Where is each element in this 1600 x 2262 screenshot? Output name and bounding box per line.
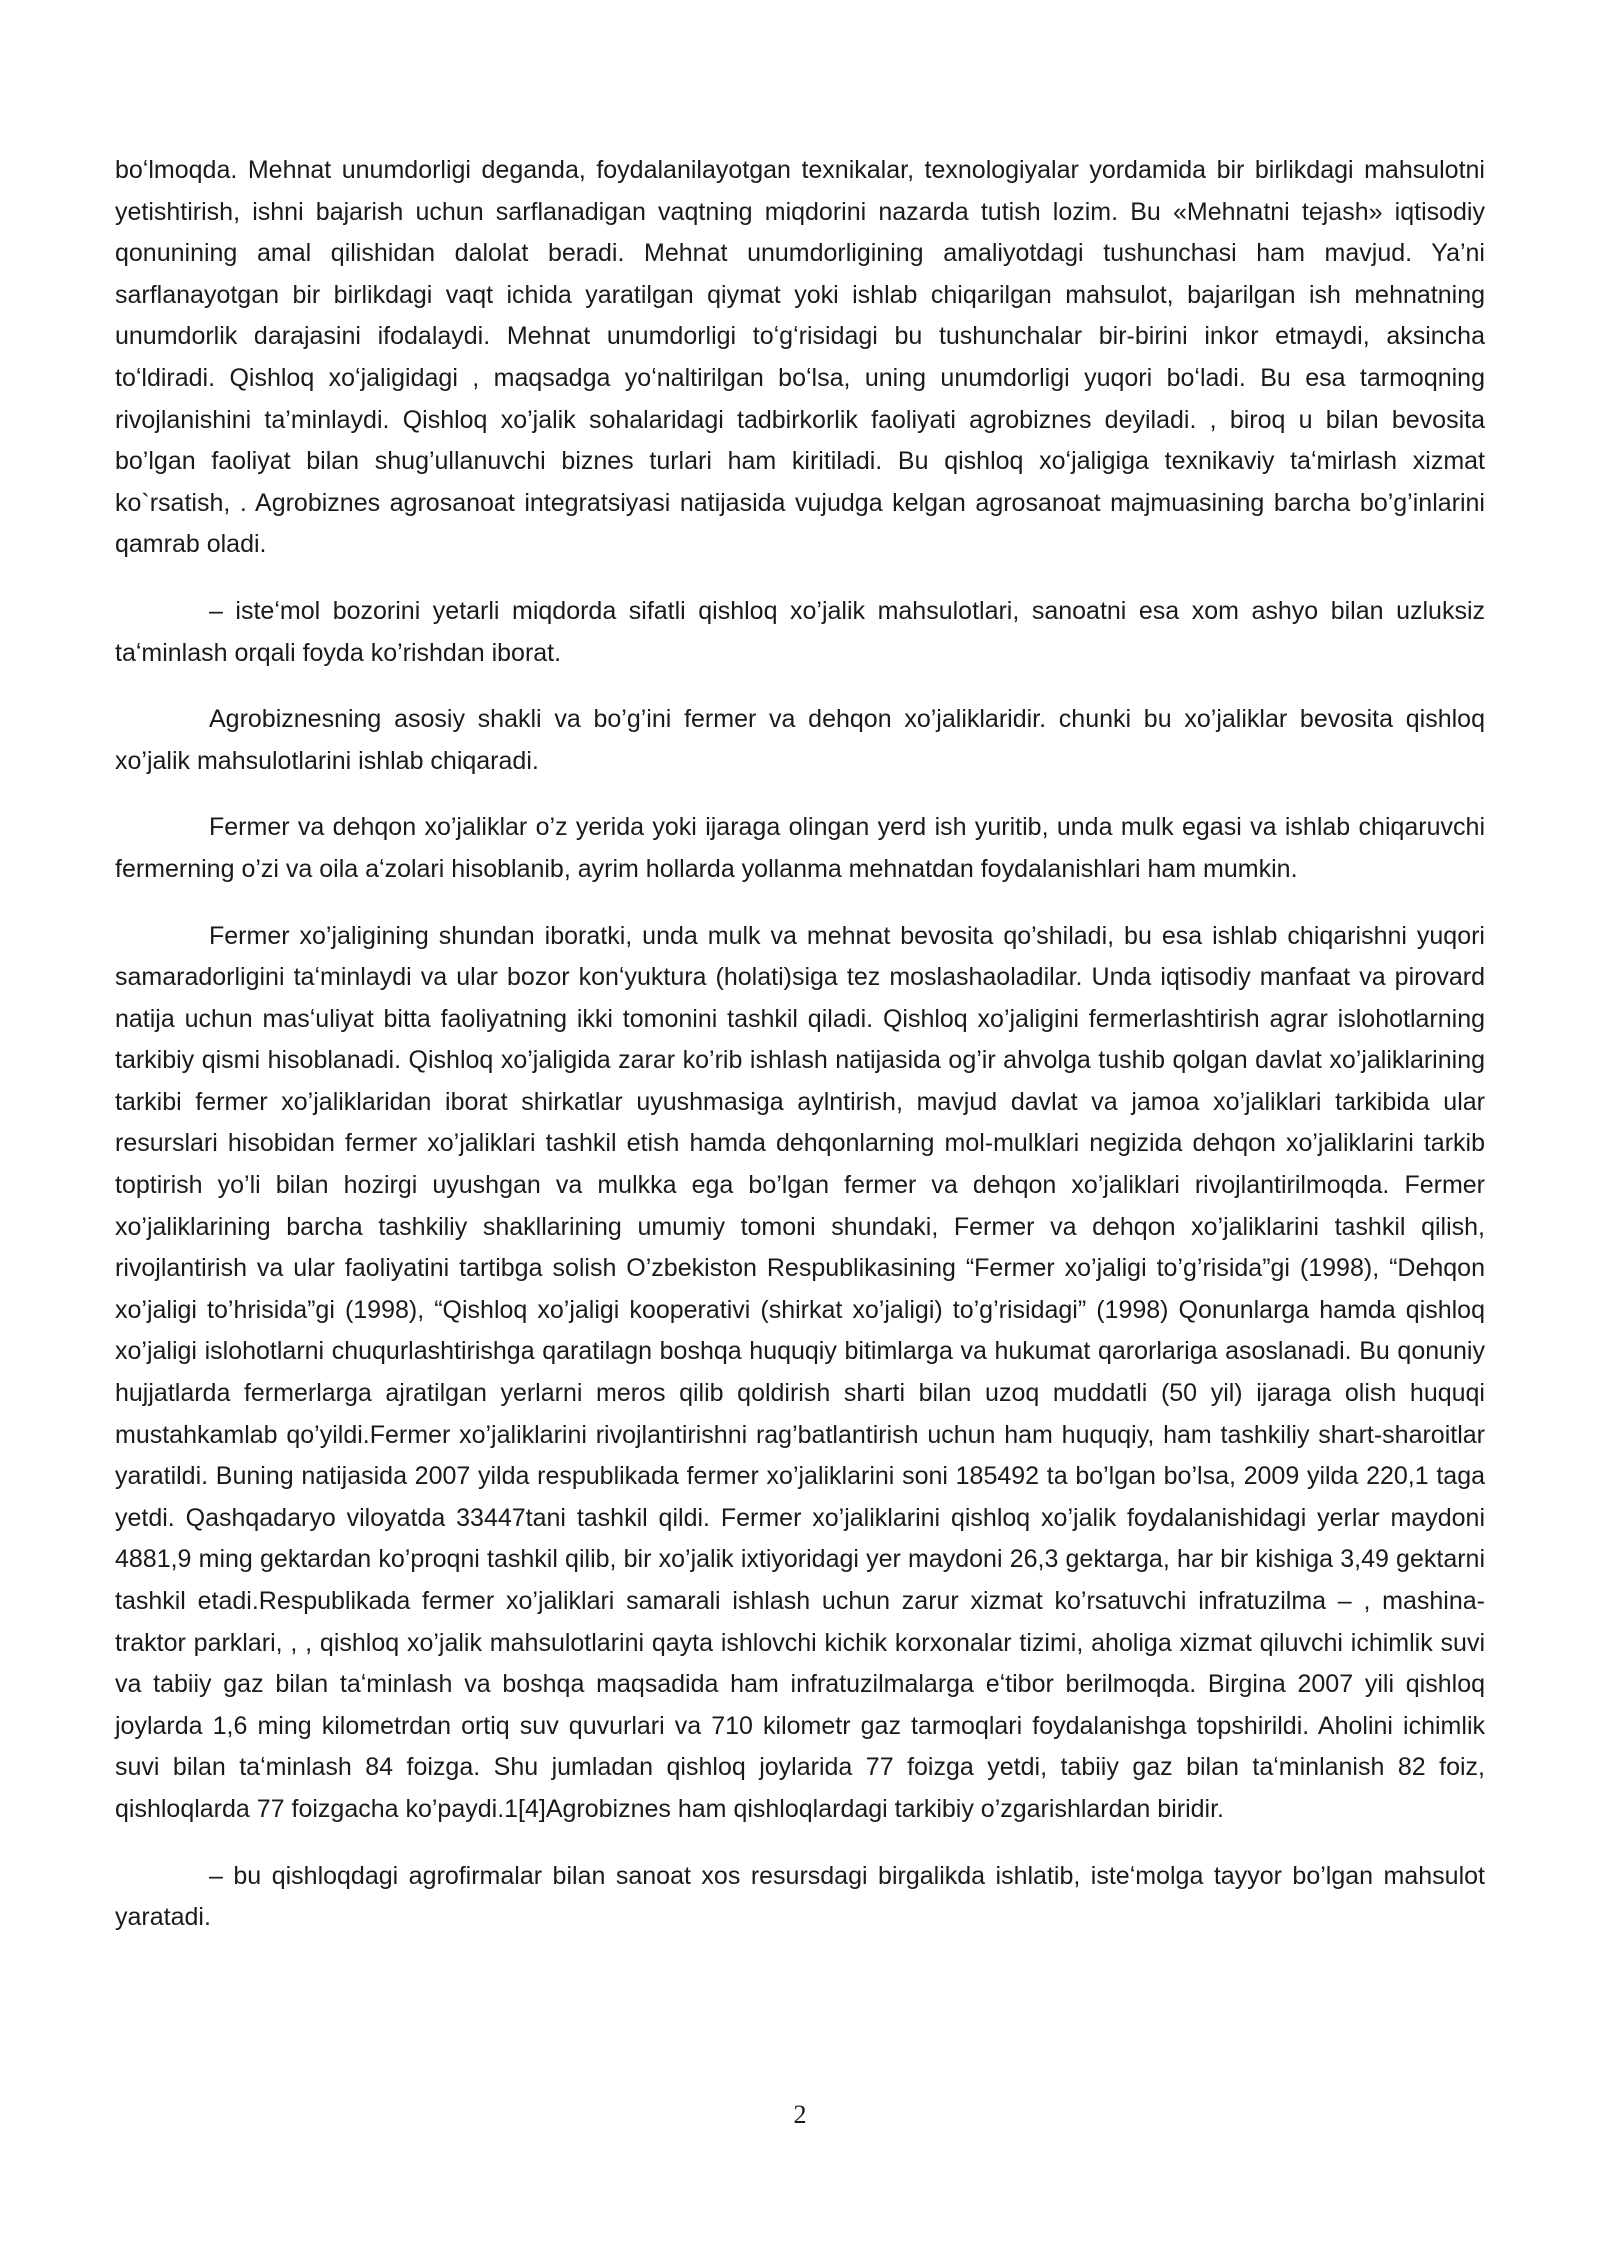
paragraph: Fermer va dehqon xo’jaliklar o’z yerida yoki ijaraga olingan yerd ish yuritib, unda mulk egasi va ishlab chiqaruvchi fermerning o’zi va oila aʻzolari hisoblanib, ayrim hollarda yollanma mehnatdan foydalanishlari ham mumkin. xyxy=(115,813,1485,883)
paragraph: – bu qishloqdagi agrofirmalar bilan sanoat xos resursdagi birgalikda ishlatib, isteʻmolga tayyor bo’lgan mahsulot yaratadi. xyxy=(115,1861,1485,1932)
paragraph: boʻlmoqda. Mehnat unumdorligi deganda, foydalanilayotgan texnikalar, texnologiyalar yordamida bir birlikdagi mahsulotni yetishtirish, ishni bajarish uchun sarflanadigan vaqtning miqdorini nazarda tutish lozim. Bu «Mehnatni tejash» iqtisodiy qonunining amal qilishidan dalolat beradi. Mehnat unumdorligining amaliyotdagi tushunchasi ham mavjud. Ya’ni sarflanayotgan bir birlikdagi vaqt ichida yaratilgan qiymat yoki ishlab chiqarilgan mahsulot, bajarilgan ish mehnatning unumdorlik darajasini ifodalaydi. Mehnat unumdorligi toʻgʻrisidagi bu tushunchalar bir-birini inkor etmaydi, aksincha toʻldiradi. Qishloq xoʻjaligidagi , maqsadga yoʻnaltirilgan boʻlsa, uning unumdorligi yuqori boʻladi. Bu esa tarmoqning rivojlanishini ta’minlaydi. Qishloq xo’jalik sohalaridagi tadbirkorlik faoliyati agrobiznes deyiladi. , biroq u bilan bevosita bo’lgan faoliyat bilan shug’ullanuvchi biznes turlari ham kiritiladi. Bu qishloq xoʻjaligiga texnikaviy taʻmirlash xizmat ko`rsatish, . Agrobiznes agrosanoat integratsiyasi natijasida vujudga kelgan agrosanoat majmuasining barcha bo’g’inlarini qamrab oladi. xyxy=(115,156,1485,559)
document-body xyxy=(115,150,1485,1964)
page-number: 2 xyxy=(793,2100,807,2129)
paragraph: Fermer xo’jaligining shundan iboratki, unda mulk va mehnat bevosita qo’shiladi, bu esa ishlab chiqarishni yuqori samaradorligini taʻminlaydi va ular bozor konʻyuktura (holati)siga tez moslashaoladilar. Unda iqtisodiy manfaat va pirovard natija uchun masʻuliyat bitta faoliyatning ikki tomonini tashkil qiladi. Qishloq xo’jaligini fermerlashtirish agrar islohotlarning tarkibiy qismi hisoblanadi. Qishloq xo’jaligida zarar ko’rib ishlash natijasida og’ir ahvolga tushib qolgan davlat xo’jaliklarining tarkibi fermer xo’jaliklaridan iborat shirkatlar uyushmasiga aylntirish, mavjud davlat va jamoa xo’jaliklari tarkibida ular resurslari hisobidan fermer xo’jaliklari tashkil etish hamda dehqonlarning mol-mulklari negizida dehqon xo’jaliklarini tarkib toptirish yo’li bilan hozirgi uyushgan va mulkka ega bo’lgan fermer va dehqon xo’jaliklari rivojlantirilmoqda. Fermer xo’jaliklarining barcha tashkiliy shakllarining umumiy tomoni shundaki, Fermer va dehqon xo’jaliklarini tashkil qilish, rivojlantirish va ular faoliyatini tartibga solish O’zbekiston Respublikasining “Fermer xo’jaligi to’g’risida”gi (1998), “Dehqon xo’jaligi to’hrisida”gi (1998), “Qishloq xo’jaligi kooperativi (shirkat xo’jaligi) to’g’risidagi” (1998) Qonunlarga hamda qishloq xo’jaligi islohotlarni chuqurlashtirishga qaratilagn boshqa huquqiy bitimlarga va hukumat qarorlariga asoslanadi. Bu qonuniy hujjatlarda fermerlarga ajratilgan yerlarni meros qilib qoldirish sharti bilan uzoq muddatli (50 yil) ijaraga olish huquqi mustahkamlab qo’yildi.Fermer xo’jaliklarini rivojlantirishni rag’batlantirish uchun ham huquqiy, ham tashkiliy shart-sharoitlar yaratildi. Buning natijasida 2007 yilda respublikada fermer xo’jaliklarini soni 185492 ta bo’lgan bo’lsa, 2009 yilda 220,1 taga yetdi. Qashqadaryo viloyatda 33447tani tashkil qildi. Fermer xo’jaliklarini qishloq xo’jalik foydalanishidagi yerlar maydoni 4881,9 ming gektardan ko’proqni tashkil qilib, bir xo’jalik ixtiyoridagi yer maydoni 26,3 gektarga, har bir kishiga 3,49 gektarni tashkil etadi.Respublikada fermer xo’jaliklari samarali ishlash uchun zarur xizmat ko’rsatuvchi infratuzilma – , mashina-traktor parklari, , , qishloq xo’jalik mahsulotlarini qayta ishlovchi kichik korxonalar tizimi, aholiga xizmat qiluvchi ichimlik suvi va tabiiy gaz bilan taʻminlash va boshqa maqsadida ham infratuzilmalarga eʻtibor berilmoqda. Birgina 2007 yili qishloq joylarda 1,6 ming kilometrdan ortiq suv quvurlari va 710 kilometr gaz tarmoqlari foydalanishga topshirildi. Aholini ichimlik suvi bilan taʻminlash 84 foizga. Shu jumladan qishloq joylarida 77 foizga yetdi, tabiiy gaz bilan taʻminlanish 82 foiz, qishloqlarda 77 foizgacha ko’paydi.1[4]Agrobiznes ham qishloqlardagi tarkibiy o’zgarishlardan biridir. xyxy=(115,921,1485,1823)
paragraph: Agrobiznesning asosiy shakli va bo’g’ini fermer va dehqon xo’jaliklaridir. chunki bu xo’jaliklar bevosita qishloq xo’jalik mahsulotlarini ishlab chiqaradi. xyxy=(115,705,1485,775)
paragraph: – isteʻmol bozorini yetarli miqdorda sifatli qishloq xo’jalik mahsulotlari, sanoatni esa xom ashyo bilan uzluksiz taʻminlash orqali foyda ko’rishdan iborat. xyxy=(115,596,1485,667)
